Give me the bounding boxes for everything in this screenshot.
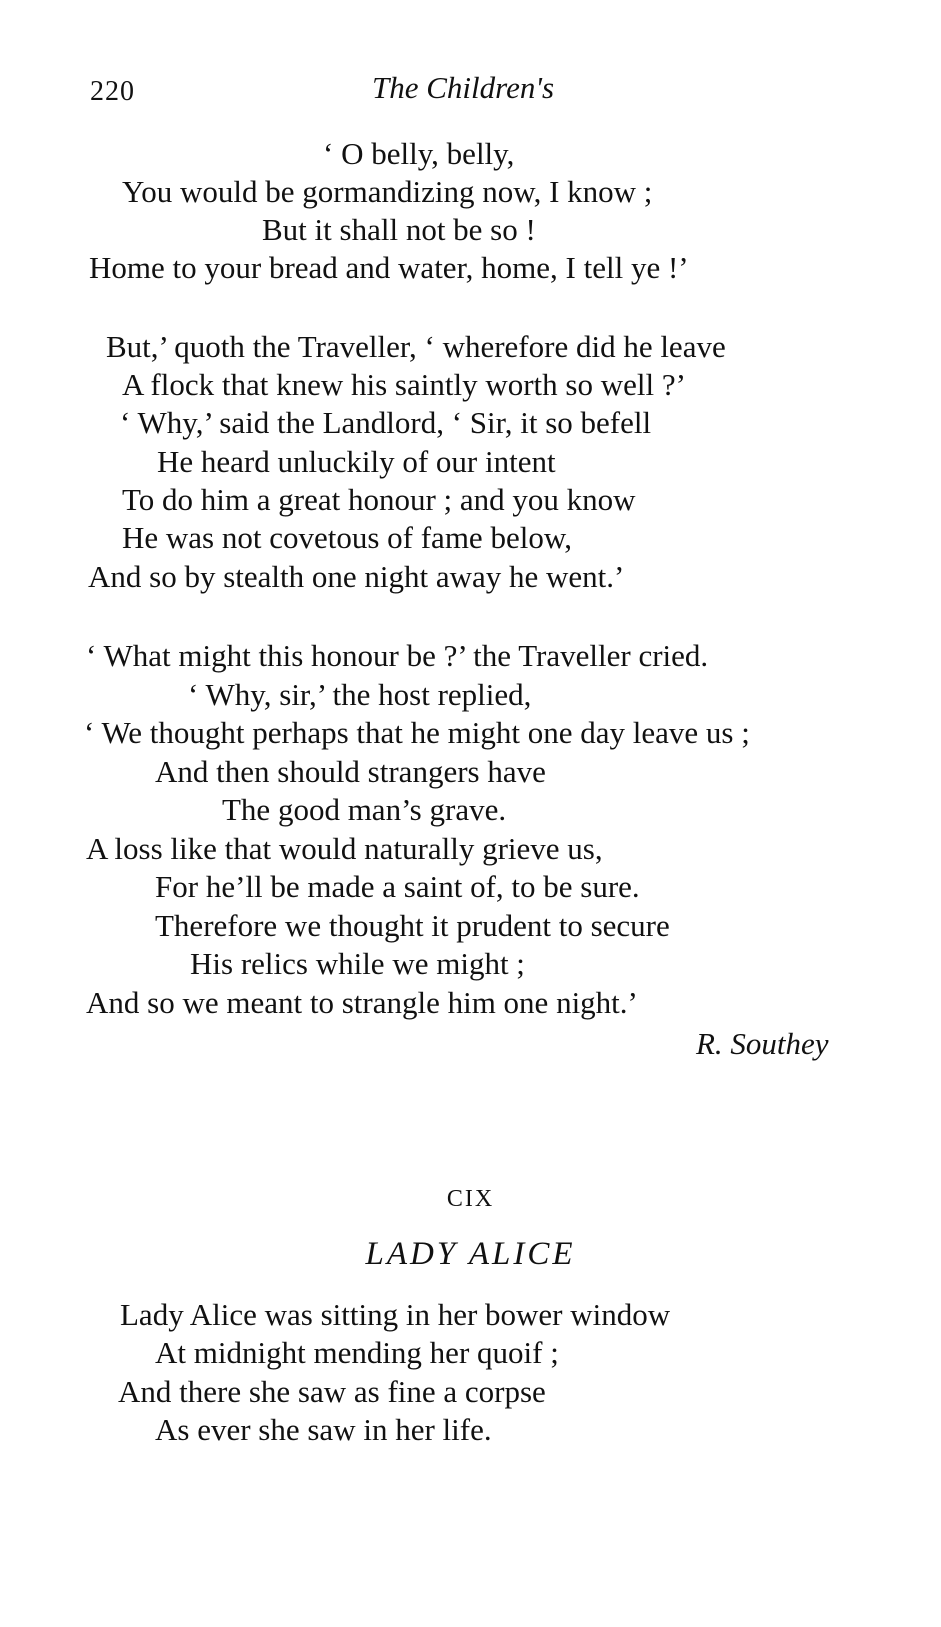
poem-line: But,’ quoth the Traveller, ‘ wherefore did he leave [106, 329, 726, 364]
page-number: 220 [90, 76, 135, 107]
poem-line: His relics while we might ; [190, 946, 525, 981]
page-header [0, 66, 941, 110]
author-attribution: R. Southey [696, 1026, 829, 1061]
poem-line: And so we meant to strangle him one night.’ [86, 985, 638, 1020]
poem-line: ‘ Why, sir,’ the host replied, [188, 677, 532, 712]
poem-line: To do him a great honour ; and you know [122, 482, 636, 517]
poem-line: ‘ We thought perhaps that he might one day leave us ; [84, 715, 750, 750]
poem-line: Home to your bread and water, home, I tell ye !’ [89, 250, 689, 285]
running-title: The Children's [372, 70, 555, 105]
poem-line: As ever she saw in her life. [155, 1412, 492, 1447]
poem-line: ‘ Why,’ said the Landlord, ‘ Sir, it so befell [120, 405, 652, 440]
section-number: CIX [446, 1186, 495, 1212]
poem-line: And then should strangers have [155, 754, 546, 789]
poem-line: Lady Alice was sitting in her bower window [120, 1297, 671, 1332]
poem-line: Therefore we thought it prudent to secure [155, 908, 670, 943]
poem-line: For he’ll be made a saint of, to be sure. [155, 869, 640, 904]
poem-line: The good man’s grave. [222, 792, 507, 827]
poem-line: ‘ O belly, belly, [323, 136, 515, 171]
poem-line: At midnight mending her quoif ; [155, 1335, 559, 1370]
poem-line: But it shall not be so ! [262, 212, 536, 247]
poem-title: LADY ALICE [365, 1236, 576, 1272]
poem-line: A loss like that would naturally grieve us, [86, 831, 603, 866]
poem-line: He heard unluckily of our intent [157, 444, 556, 479]
poem-line: You would be gormandizing now, I know ; [122, 174, 653, 209]
poem-line: And there she saw as fine a corpse [118, 1374, 546, 1409]
poem-line: And so by stealth one night away he went.’ [88, 559, 625, 594]
poem-line: A flock that knew his saintly worth so well ?’ [122, 367, 686, 402]
poem-line: ‘ What might this honour be ?’ the Traveller cried. [86, 638, 709, 673]
poem-line: He was not covetous of fame below, [122, 520, 572, 555]
